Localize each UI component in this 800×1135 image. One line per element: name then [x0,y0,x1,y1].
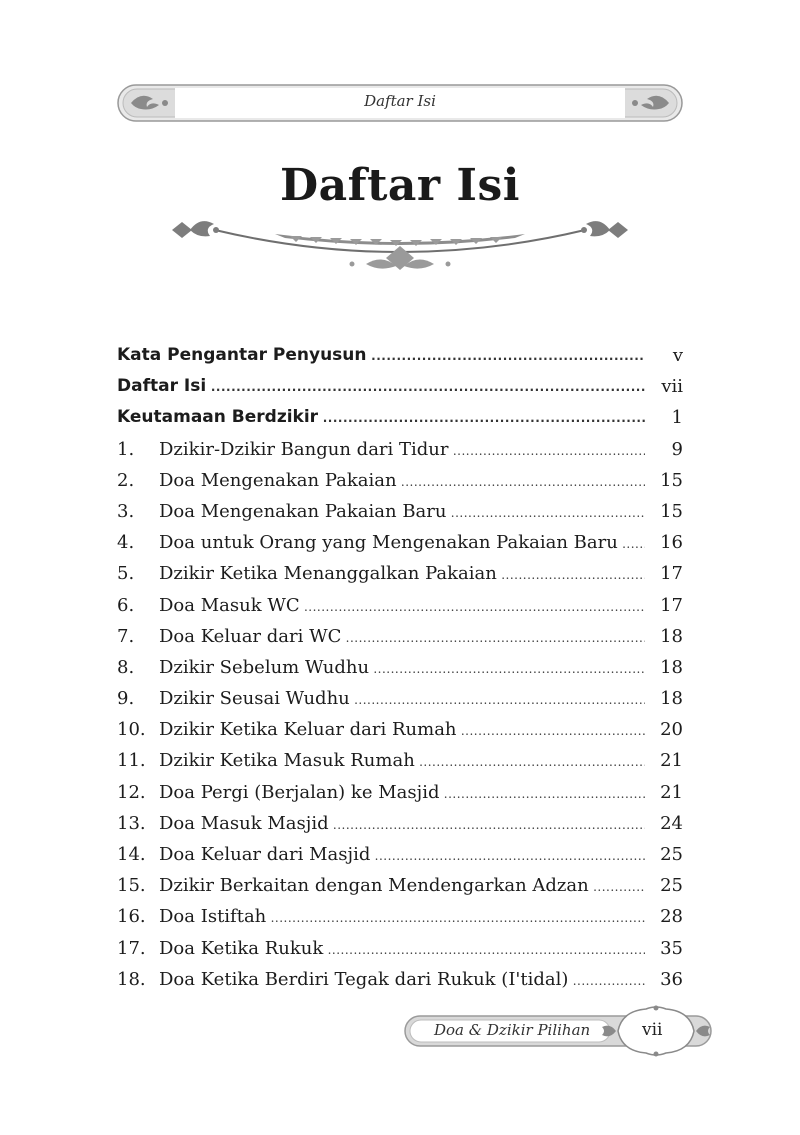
toc-entry-number: 8. [117,656,135,678]
toc-entry-number: 4. [117,532,135,554]
toc-entry-label: Doa Ketika Berdiri Tegak dari Rukuk (I'tidal) ..... [159,964,645,997]
toc-entry-chapter[interactable] [117,839,685,870]
footer-book-title: Doa & Dzikir Pilihan [434,1021,591,1039]
toc-entry-label: Keutamaan Berdzikir ..... [117,402,645,434]
toc-entry-front-matter[interactable] [117,371,685,402]
toc-entry-number: 3. [117,500,135,522]
toc-entry-number: 18. [117,968,146,990]
toc-entry-page: vii [661,376,683,398]
toc-entry-number: 2. [117,469,135,491]
toc-entry-page: 1 [671,407,683,429]
table-of-contents [117,340,685,995]
toc-entry-label: Doa Mengenakan Pakaian ..... [159,465,645,498]
toc-entry-page: v [672,345,683,366]
toc-entry-number: 12. [117,781,146,803]
toc-entry-page: 28 [660,906,683,928]
toc-entry-number: 6. [117,594,135,616]
toc-entry-chapter[interactable] [117,652,685,683]
running-footer [404,1005,716,1057]
toc-entry-chapter[interactable] [117,777,685,808]
toc-entry-page: 21 [660,781,683,803]
toc-entry-chapter[interactable] [117,745,685,776]
toc-entry-label: Kata Pengantar Penyusun ..... [117,340,645,372]
toc-entry-page: 36 [660,968,683,990]
toc-entry-label: Dzikir Ketika Keluar dari Rumah ..... [159,714,645,747]
toc-entry-chapter[interactable] [117,621,685,652]
toc-entry-page: 17 [660,594,683,616]
toc-entry-label: Doa Keluar dari Masjid ..... [159,839,645,872]
toc-entry-page: 25 [660,844,683,865]
toc-entry-front-matter[interactable] [117,340,685,371]
toc-entry-page: 18 [660,688,683,710]
toc-entry-page: 15 [660,469,683,491]
toc-entry-number: 7. [117,625,135,647]
toc-entry-page: 18 [660,656,683,678]
toc-entry-number: 13. [117,812,146,834]
toc-entry-chapter[interactable] [117,964,685,995]
toc-entry-page: 17 [660,563,683,585]
toc-entry-page: 25 [660,875,683,897]
toc-entry-front-matter[interactable] [117,402,685,433]
toc-entry-label: Doa Mengenakan Pakaian Baru ..... [159,496,645,529]
page-title: Daftar Isi [280,160,520,211]
toc-entry-label: Daftar Isi ..... [117,371,645,403]
toc-entry-page: 18 [660,625,683,647]
toc-entry-label: Doa Masuk Masjid ..... [159,808,645,841]
toc-entry-label: Dzikir Berkaitan dengan Mendengarkan Adzan ..... [159,870,645,903]
running-header [117,84,683,122]
toc-entry-page: 16 [660,532,683,554]
toc-entry-label: Doa Ketika Rukuk ..... [159,933,645,966]
toc-entry-label: Dzikir Ketika Masuk Rumah ..... [159,745,645,778]
toc-entry-number: 17. [117,937,146,959]
toc-entry-chapter[interactable] [117,714,685,745]
toc-entry-number: 11. [117,750,146,772]
toc-entry-chapter[interactable] [117,434,685,465]
toc-entry-page: 15 [660,500,683,522]
toc-entry-number: 1. [117,438,135,460]
toc-entry-chapter[interactable] [117,808,685,839]
toc-entry-number: 10. [117,719,146,741]
toc-entry-chapter[interactable] [117,558,685,589]
toc-entry-label: Doa Istiftah ..... [159,901,645,934]
page-number: vii [642,1020,663,1040]
toc-entry-chapter[interactable] [117,496,685,527]
toc-entry-chapter[interactable] [117,933,685,964]
toc-entry-label: Doa untuk Orang yang Mengenakan Pakaian Baru ..... [159,527,645,560]
toc-entry-page: 9 [671,438,683,460]
toc-entry-chapter[interactable] [117,590,685,621]
running-title: Daftar Isi [364,92,436,110]
toc-entry-label: Doa Masuk WC ..... [159,590,645,623]
toc-entry-chapter[interactable] [117,901,685,932]
toc-entry-label: Dzikir Ketika Menanggalkan Pakaian ..... [159,558,645,591]
toc-entry-chapter[interactable] [117,870,685,901]
toc-entry-label: Dzikir Seusai Wudhu ..... [159,683,645,716]
toc-entry-chapter[interactable] [117,465,685,496]
toc-entry-number: 9. [117,688,135,710]
toc-entry-chapter[interactable] [117,527,685,558]
toc-entry-label: Dzikir-Dzikir Bangun dari Tidur ..... [159,434,645,467]
toc-entry-number: 16. [117,906,146,928]
toc-entry-label: Dzikir Sebelum Wudhu ..... [159,652,645,685]
toc-entry-label: Doa Keluar dari WC ..... [159,621,645,654]
toc-entry-number: 15. [117,875,146,897]
toc-entry-chapter[interactable] [117,683,685,714]
toc-entry-page: 21 [660,750,683,772]
toc-entry-number: 14. [117,844,146,865]
toc-entry-label: Doa Pergi (Berjalan) ke Masjid ..... [159,777,645,810]
toc-entry-page: 20 [660,719,683,741]
title-flourish-ornament [170,212,630,282]
toc-entry-page: 35 [660,937,683,959]
toc-entry-number: 5. [117,563,135,585]
toc-entry-page: 24 [660,812,683,834]
